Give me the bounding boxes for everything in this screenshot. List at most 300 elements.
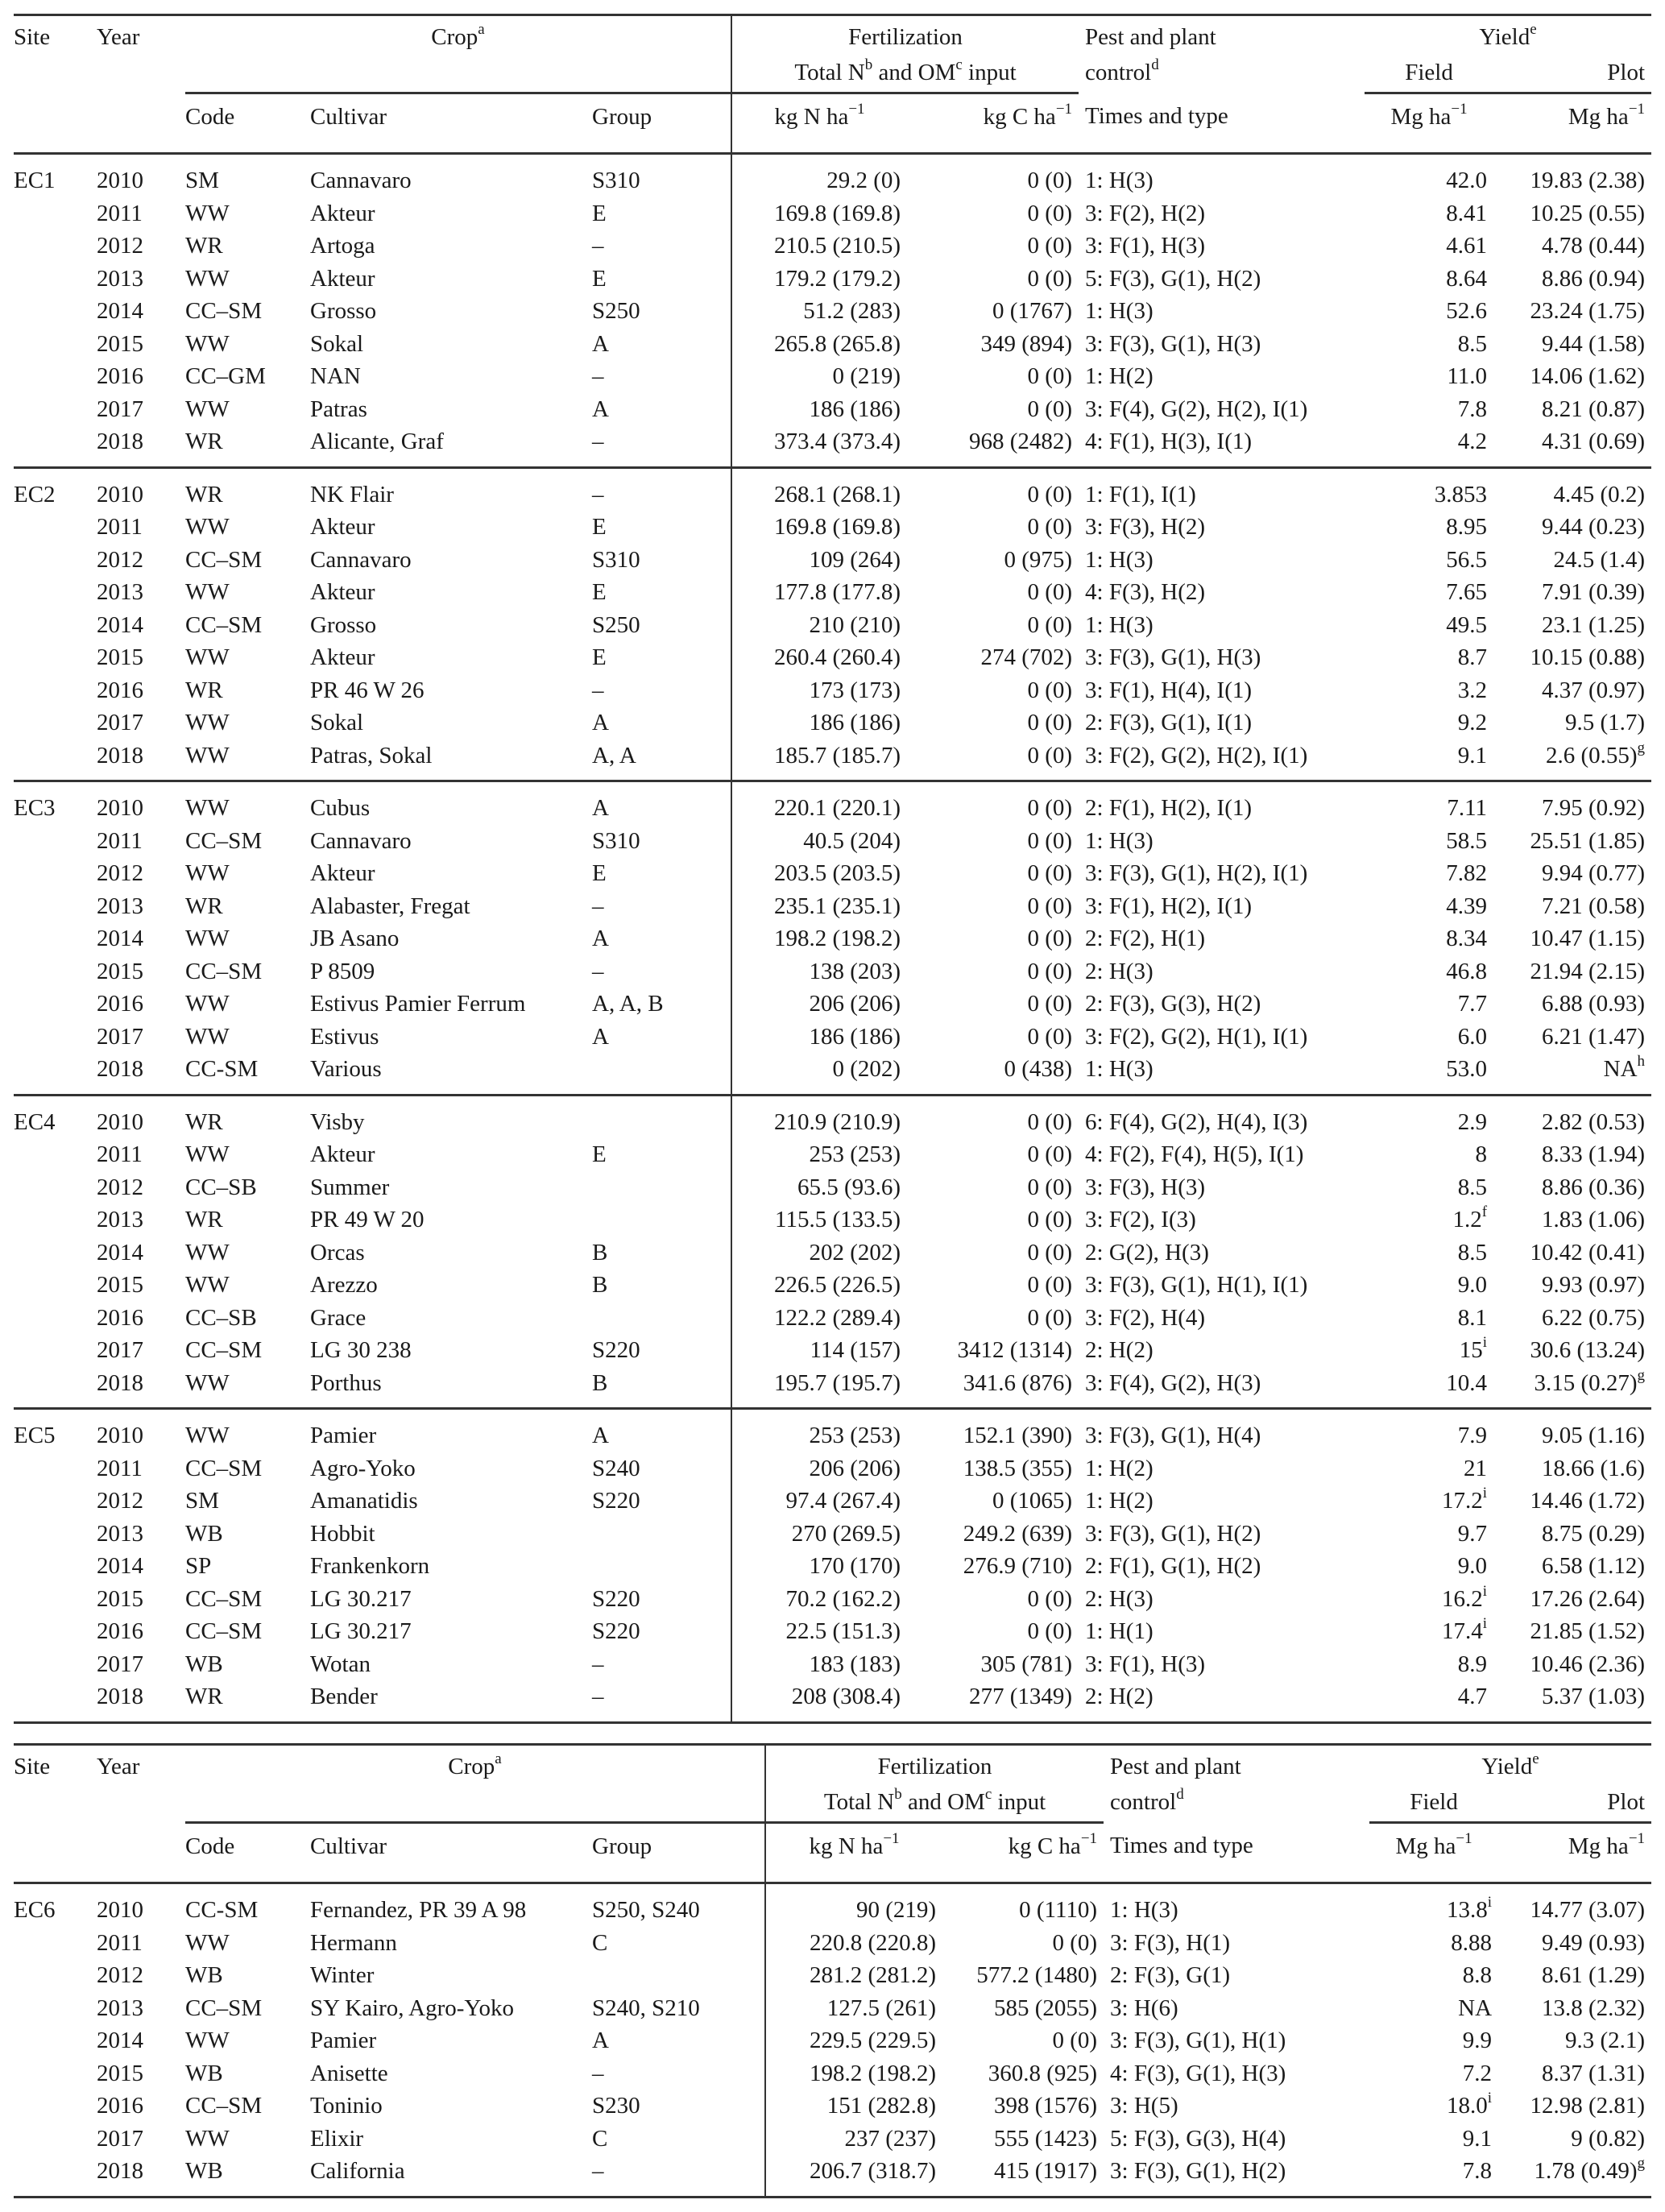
group-cell: S240 bbox=[592, 1455, 640, 1481]
yield-field-cell: 8.41 bbox=[1446, 200, 1488, 226]
n-input-cell: 210 (210) bbox=[731, 609, 907, 642]
yield-field-cell: 3.2 bbox=[1457, 677, 1488, 703]
n-input-cell: 226.5 (226.5) bbox=[731, 1269, 907, 1302]
c-input-cell: 0 (0) bbox=[1052, 2028, 1098, 2053]
c-input-cell: 0 (0) bbox=[1027, 860, 1073, 886]
cultivar-cell: Grosso bbox=[310, 298, 377, 324]
yield-field-cell: 7.9 bbox=[1457, 1423, 1488, 1448]
year-cell: 2016 bbox=[97, 1618, 143, 1644]
cultivar-cell: LG 30 238 bbox=[310, 1337, 412, 1363]
yield-plot-cell: 1.78 $(0.49)^g$ bbox=[1498, 2155, 1651, 2197]
cultivar-cell: Cubus bbox=[310, 795, 371, 821]
col-site-header: Site bbox=[14, 24, 51, 50]
c-input-cell: 0 (0) bbox=[1027, 710, 1073, 735]
pest-control-cell: 2: H(3) bbox=[1085, 1585, 1153, 1612]
yield-field-cell: 3.853 bbox=[1434, 481, 1488, 507]
table-row bbox=[14, 1203, 1651, 1236]
c-input-cell: 0 (0) bbox=[1027, 265, 1073, 292]
table-row bbox=[14, 988, 1651, 1021]
code-cell: WR bbox=[185, 893, 223, 919]
code-cell: CC–SM bbox=[185, 1337, 263, 1363]
code-cell: WW bbox=[185, 644, 230, 670]
site-label bbox=[14, 1236, 97, 1270]
yield-field-cell: 7.82 bbox=[1446, 860, 1488, 886]
code-cell: WW bbox=[185, 265, 230, 292]
cultivar-cell: Grace bbox=[310, 1304, 367, 1331]
code-cell: CC–SM bbox=[185, 958, 263, 984]
site-label bbox=[14, 2024, 97, 2057]
yield-field-cell: 7.11 bbox=[1447, 795, 1488, 821]
cultivar-cell: Estivus Pamier Ferrum bbox=[310, 991, 526, 1017]
field-subheader: Field bbox=[1365, 60, 1493, 93]
col-plot-unit: Mg $ha^{-1}$ bbox=[1568, 101, 1646, 130]
cultivar-cell: Sokal bbox=[310, 710, 364, 735]
n-input-cell: 206 (206) bbox=[731, 1452, 907, 1485]
management-table-part-2 bbox=[14, 1743, 1651, 2198]
n-input-cell: 208 (308.4) bbox=[731, 1680, 907, 1722]
c-input-cell: 0 (0) bbox=[1027, 958, 1073, 984]
year-cell: 2018 bbox=[97, 2155, 185, 2197]
yield-field-cell: 13.8$^i$ bbox=[1447, 1894, 1493, 1923]
group-cell: A bbox=[592, 710, 609, 735]
code-cell: WW bbox=[185, 1272, 230, 1298]
code-cell: WW bbox=[185, 1367, 310, 1409]
code-cell: WW bbox=[185, 579, 230, 605]
pest-subheader: control$^d$ bbox=[1085, 56, 1159, 85]
c-input-cell: 398 (1576) bbox=[993, 2093, 1098, 2119]
c-input-cell: 0 (0) bbox=[1052, 1929, 1098, 1956]
yield-field-cell: 4.61 bbox=[1446, 233, 1488, 259]
year-cell: 2016 bbox=[97, 677, 143, 703]
table-row bbox=[14, 576, 1651, 609]
cultivar-cell: Patras, Sokal bbox=[310, 739, 592, 781]
group-cell: A, A bbox=[592, 739, 731, 781]
group-cell: S310 bbox=[592, 827, 640, 854]
pest-control-cell: 2: F(3), G(3), H(2) bbox=[1085, 991, 1261, 1017]
site-group-ec5 bbox=[14, 1409, 1651, 1723]
c-input-cell: 0 (0) bbox=[1027, 363, 1073, 389]
yield-plot-cell: 4.45 (0.2) bbox=[1553, 481, 1646, 507]
year-cell: 2012 bbox=[97, 1962, 143, 1988]
code-cell: WR bbox=[185, 481, 223, 507]
col-year-header: Year bbox=[97, 1754, 140, 1779]
year-cell: 2015 bbox=[97, 330, 143, 357]
cultivar-cell: Bender bbox=[310, 1680, 592, 1722]
n-input-cell: 186 (186) bbox=[731, 1021, 907, 1054]
yield-plot-cell: 4.78 (0.44) bbox=[1541, 233, 1646, 259]
cultivar-cell: Artoga bbox=[310, 233, 375, 259]
pest-control-cell: 1: H(2) bbox=[1085, 1488, 1153, 1514]
col-year-header: Year bbox=[97, 24, 140, 50]
table-row bbox=[14, 922, 1651, 955]
yield-field-cell: 8 bbox=[1475, 1141, 1488, 1167]
yield-plot-cell: 10.47 (1.15) bbox=[1530, 926, 1646, 951]
code-cell: WW bbox=[185, 739, 310, 781]
yield-plot-cell: 23.24 (1.75) bbox=[1530, 298, 1646, 324]
yield-plot-cell: 12.98 (2.81) bbox=[1530, 2093, 1646, 2119]
code-cell: WW bbox=[185, 1141, 230, 1167]
n-input-cell: 210.9 (210.9) bbox=[731, 1095, 907, 1138]
year-cell: 2015 bbox=[97, 644, 143, 670]
pest-control-cell: 1: H(2) bbox=[1085, 1455, 1153, 1481]
table-row bbox=[14, 1485, 1651, 1518]
cultivar-cell: Alicante, Graf bbox=[310, 425, 592, 467]
pest-control-cell: 2: H(3) bbox=[1085, 958, 1153, 984]
group-cell: – bbox=[592, 233, 604, 259]
table-row bbox=[14, 425, 1651, 467]
yield-plot-cell: 8.33 (1.94) bbox=[1541, 1141, 1646, 1167]
col-field-unit: Mg $ha^{-1}$ bbox=[1390, 101, 1468, 130]
c-input-cell: 0 (0) bbox=[1027, 926, 1073, 951]
table-row bbox=[14, 1883, 1651, 1927]
c-input-cell: 0 (0) bbox=[1027, 1304, 1073, 1331]
yield-field-cell: 7.8 bbox=[1369, 2155, 1498, 2197]
year-cell: 2014 bbox=[97, 298, 143, 324]
year-cell: 2013 bbox=[97, 1207, 143, 1232]
group-cell: B bbox=[592, 1367, 731, 1409]
site-label bbox=[14, 263, 97, 296]
pest-control-cell: 3: F(3), G(1), H(3) bbox=[1085, 330, 1261, 357]
cultivar-cell: NAN bbox=[310, 363, 361, 389]
code-cell: WR bbox=[185, 677, 223, 703]
site-label: EC5 bbox=[14, 1423, 56, 1448]
code-cell: CC–SM bbox=[185, 1618, 263, 1644]
n-input-cell: 122.2 (289.4) bbox=[731, 1302, 907, 1335]
cultivar-cell: Akteur bbox=[310, 514, 375, 540]
table-row bbox=[14, 825, 1651, 858]
pest-control-cell: 3: F(3), G(1), H(1), I(1) bbox=[1085, 1272, 1308, 1298]
code-cell: CC–SB bbox=[185, 1304, 257, 1331]
site-label bbox=[14, 641, 97, 674]
pest-control-cell: 3: F(1), H(2), I(1) bbox=[1085, 893, 1253, 919]
table-row bbox=[14, 955, 1651, 988]
cultivar-cell: Patras bbox=[310, 396, 367, 422]
table-row bbox=[14, 1518, 1651, 1551]
site-label bbox=[14, 674, 97, 707]
col-code-header: Code bbox=[185, 1833, 235, 1859]
site-label bbox=[14, 706, 97, 739]
site-label bbox=[14, 1203, 97, 1236]
group-cell: – bbox=[592, 1651, 604, 1677]
code-cell: WB bbox=[185, 1962, 223, 1988]
site-label bbox=[14, 295, 97, 328]
n-input-cell: 268.1 (268.1) bbox=[731, 467, 907, 511]
table-row bbox=[14, 1409, 1651, 1452]
yield-field-cell: 56.5 bbox=[1446, 546, 1488, 573]
yield-plot-cell: 14.06 (1.62) bbox=[1530, 363, 1646, 389]
group-cell: S230 bbox=[592, 2093, 640, 2119]
col-yield-header: Yield$^e$ bbox=[1481, 1750, 1539, 1779]
yield-field-cell: 17.4$^i$ bbox=[1442, 1615, 1488, 1644]
yield-plot-cell: 5.37 (1.03) bbox=[1493, 1680, 1651, 1722]
cultivar-cell: Visby bbox=[310, 1108, 365, 1135]
c-input-cell: 585 (2055) bbox=[993, 1995, 1098, 2021]
group-cell: S250 bbox=[592, 611, 640, 638]
year-cell: 2014 bbox=[97, 611, 143, 638]
site-label bbox=[14, 393, 97, 426]
n-input-cell: 138 (203) bbox=[731, 955, 907, 988]
year-cell: 2018 bbox=[97, 739, 185, 781]
yield-plot-cell: 19.83 (2.38) bbox=[1530, 168, 1646, 193]
yield-field-cell: 9.0 bbox=[1457, 1553, 1488, 1579]
cultivar-cell: Elixir bbox=[310, 2125, 364, 2152]
n-input-cell: 237 (237) bbox=[765, 2123, 942, 2156]
site-label bbox=[14, 1680, 97, 1722]
yield-field-cell: 11.0 bbox=[1447, 363, 1488, 389]
col-crop-header: Crop$^a$ bbox=[431, 21, 485, 50]
group-cell: S310 bbox=[592, 168, 640, 193]
yield-plot-cell: 25.51 (1.85) bbox=[1530, 827, 1646, 854]
year-cell: 2017 bbox=[97, 710, 143, 735]
n-input-cell: 260.4 (260.4) bbox=[731, 641, 907, 674]
year-cell: 2016 bbox=[97, 363, 143, 389]
group-cell: – bbox=[592, 893, 604, 919]
pest-control-cell: 5: F(3), G(1), H(2) bbox=[1085, 265, 1261, 292]
col-n-unit: kg N $ha^{-1}$ bbox=[731, 93, 907, 154]
group-cell: S220 bbox=[592, 1618, 640, 1644]
site-label bbox=[14, 1615, 97, 1648]
year-cell: 2016 bbox=[97, 1304, 143, 1331]
code-cell: WB bbox=[185, 2155, 310, 2197]
cultivar-cell: PR 49 W 20 bbox=[310, 1207, 425, 1232]
yield-field-cell: 7.7 bbox=[1457, 991, 1488, 1017]
c-input-cell: 152.1 (390) bbox=[963, 1423, 1073, 1448]
site-label bbox=[14, 1367, 97, 1409]
site-label bbox=[14, 576, 97, 609]
year-cell: 2014 bbox=[97, 2028, 143, 2053]
group-cell bbox=[592, 1053, 731, 1095]
year-cell: 2010 bbox=[97, 795, 143, 821]
col-times-type: Times and type bbox=[1110, 1832, 1253, 1858]
pest-control-cell: 5: F(3), G(3), H(4) bbox=[1110, 2125, 1286, 2152]
yield-field-cell: 8.5 bbox=[1457, 1174, 1488, 1200]
group-cell: – bbox=[592, 2155, 765, 2197]
site-group-ec6 bbox=[14, 1883, 1651, 2198]
yield-plot-cell: 6.22 (0.75) bbox=[1541, 1304, 1646, 1331]
table-row bbox=[14, 1367, 1651, 1409]
pest-control-cell: 6: F(4), G(2), H(4), I(3) bbox=[1085, 1108, 1308, 1135]
n-input-cell: 265.8 (265.8) bbox=[731, 328, 907, 361]
pest-control-cell: 3: F(2), I(3) bbox=[1085, 1207, 1196, 1232]
code-cell: WW bbox=[185, 2028, 230, 2053]
n-input-cell: 90 (219) bbox=[765, 1883, 942, 1927]
n-input-cell: 170 (170) bbox=[731, 1550, 907, 1583]
c-input-cell: 577.2 (1480) bbox=[976, 1962, 1098, 1988]
group-cell: A bbox=[592, 2028, 609, 2053]
code-cell: CC–SM bbox=[185, 827, 263, 854]
site-label bbox=[14, 2155, 97, 2197]
n-input-cell: 51.2 (283) bbox=[731, 295, 907, 328]
yield-plot-cell: 4.37 (0.97) bbox=[1541, 677, 1646, 703]
pest-control-cell: 3: F(3), G(1), H(2), I(1) bbox=[1085, 860, 1308, 886]
pest-control-cell: 1: H(2) bbox=[1085, 363, 1153, 389]
pest-control-cell: 1: H(3) bbox=[1085, 298, 1153, 324]
yield-field-cell: 9.1 bbox=[1462, 2125, 1493, 2152]
pest-control-cell: 4: F(1), H(3), I(1) bbox=[1079, 425, 1365, 467]
pest-control-cell: 3: H(5) bbox=[1110, 2093, 1178, 2119]
yield-plot-cell: 6.58 (1.12) bbox=[1541, 1553, 1646, 1579]
yield-plot-cell: 10.25 (0.55) bbox=[1530, 200, 1646, 226]
c-input-cell: 0 (0) bbox=[1027, 396, 1073, 422]
pest-control-cell: 2: H(2) bbox=[1079, 1680, 1365, 1722]
cultivar-cell: Orcas bbox=[310, 1239, 365, 1265]
c-input-cell: 277 (1349) bbox=[907, 1680, 1079, 1722]
yield-plot-cell: 9.05 (1.16) bbox=[1541, 1423, 1646, 1448]
col-n-unit: kg N $ha^{-1}$ bbox=[765, 1823, 942, 1883]
cultivar-cell: Akteur bbox=[310, 200, 375, 226]
site-label: EC1 bbox=[14, 168, 56, 193]
pest-control-cell: 3: F(3), G(1), H(1) bbox=[1110, 2028, 1286, 2053]
group-cell: B bbox=[592, 1239, 608, 1265]
group-cell: A bbox=[592, 330, 609, 357]
yield-field-cell: 9.2 bbox=[1457, 710, 1488, 735]
n-input-cell: 203.5 (203.5) bbox=[731, 857, 907, 890]
c-input-cell: 415 (1917) bbox=[942, 2155, 1104, 2197]
code-cell: CC-SM bbox=[185, 1053, 310, 1095]
table-row bbox=[14, 609, 1651, 642]
n-input-cell: 115.5 (133.5) bbox=[731, 1203, 907, 1236]
col-fertilization-header: Fertilization bbox=[731, 15, 1079, 60]
table-row bbox=[14, 1053, 1651, 1095]
year-cell: 2017 bbox=[97, 1651, 143, 1677]
n-input-cell: 29.2 (0) bbox=[731, 154, 907, 197]
c-input-cell: 0 (0) bbox=[1027, 200, 1073, 226]
code-cell: CC–SM bbox=[185, 2093, 263, 2119]
pest-control-cell: 1: H(3) bbox=[1085, 168, 1153, 193]
yield-plot-cell: 7.91 (0.39) bbox=[1541, 579, 1646, 605]
cultivar-cell: Akteur bbox=[310, 265, 375, 292]
group-cell bbox=[592, 1959, 765, 1992]
cultivar-cell: Amanatidis bbox=[310, 1488, 418, 1514]
group-cell: E bbox=[592, 200, 607, 226]
table-row bbox=[14, 857, 1651, 890]
yield-plot-cell: 8.61 (1.29) bbox=[1541, 1962, 1646, 1988]
group-cell: S220 bbox=[592, 1488, 640, 1514]
n-input-cell: 198.2 (198.2) bbox=[731, 922, 907, 955]
site-group-ec2 bbox=[14, 467, 1651, 781]
yield-field-cell: 4.7 bbox=[1365, 1680, 1493, 1722]
site-label bbox=[14, 609, 97, 642]
site-label: EC4 bbox=[14, 1108, 56, 1135]
c-input-cell: 0 (0) bbox=[1027, 1141, 1073, 1167]
table-row bbox=[14, 1171, 1651, 1204]
site-label bbox=[14, 922, 97, 955]
c-input-cell: 0 (438) bbox=[907, 1053, 1079, 1095]
year-cell: 2013 bbox=[97, 579, 143, 605]
col-code-header: Code bbox=[185, 104, 235, 130]
cultivar-cell: P 8509 bbox=[310, 958, 375, 984]
cultivar-cell: Anisette bbox=[310, 2060, 388, 2086]
code-cell: WW bbox=[185, 1423, 230, 1448]
cultivar-cell: Sokal bbox=[310, 330, 364, 357]
pest-control-cell: 3: F(1), H(3) bbox=[1085, 233, 1206, 259]
site-label bbox=[14, 955, 97, 988]
code-cell: CC–SM bbox=[185, 611, 263, 638]
code-cell: WR bbox=[185, 425, 310, 467]
cultivar-cell: NK Flair bbox=[310, 481, 394, 507]
table-row bbox=[14, 1269, 1651, 1302]
cultivar-cell: Fernandez, PR 39 A 98 bbox=[310, 1897, 527, 1923]
year-cell: 2013 bbox=[97, 1995, 143, 2021]
cultivar-cell: LG 30.217 bbox=[310, 1585, 412, 1612]
yield-plot-cell: 21.85 (1.52) bbox=[1530, 1618, 1646, 1644]
n-input-cell: 127.5 (261) bbox=[765, 1992, 942, 2025]
col-site-header: Site bbox=[14, 1754, 51, 1779]
table-row bbox=[14, 2057, 1651, 2090]
site-group-ec1 bbox=[14, 154, 1651, 468]
c-input-cell: 0 (0) bbox=[1027, 611, 1073, 638]
yield-plot-cell: 2.82 (0.53) bbox=[1541, 1108, 1646, 1135]
group-cell bbox=[592, 1550, 731, 1583]
n-input-cell: 373.4 (373.4) bbox=[731, 425, 907, 467]
fert-subheader: Total $N^b$ and $OM^c$ input bbox=[765, 1789, 1104, 1823]
c-input-cell: 0 (0) bbox=[1027, 1618, 1073, 1644]
c-input-cell: 0 (0) bbox=[1027, 795, 1073, 821]
n-input-cell: 70.2 (162.2) bbox=[731, 1583, 907, 1616]
cultivar-cell: Toninio bbox=[310, 2093, 383, 2119]
group-cell: S250 bbox=[592, 298, 640, 324]
year-cell: 2010 bbox=[97, 1897, 143, 1923]
pest-control-cell: 3: F(2), H(2) bbox=[1085, 200, 1206, 226]
group-cell: E bbox=[592, 644, 607, 670]
group-cell: E bbox=[592, 860, 607, 886]
c-input-cell: 0 (0) bbox=[1027, 991, 1073, 1017]
table-row bbox=[14, 1680, 1651, 1722]
cultivar-cell: Cannavaro bbox=[310, 827, 412, 854]
group-cell bbox=[592, 1518, 731, 1551]
code-cell: WW bbox=[185, 926, 230, 951]
year-cell: 2015 bbox=[97, 2060, 143, 2086]
year-cell: 2015 bbox=[97, 1272, 143, 1298]
site-label bbox=[14, 1053, 97, 1095]
col-crop-header: Crop$^a$ bbox=[448, 1750, 502, 1779]
n-input-cell: 202 (202) bbox=[731, 1236, 907, 1270]
c-input-cell: 360.8 (925) bbox=[988, 2060, 1098, 2086]
yield-field-cell: 1.2$^f$ bbox=[1452, 1203, 1488, 1232]
code-cell: CC-SM bbox=[185, 1897, 259, 1923]
pest-control-cell: 3: F(3), G(1), H(3) bbox=[1085, 644, 1261, 670]
yield-field-cell: 9.1 bbox=[1365, 739, 1493, 781]
code-cell: WW bbox=[185, 1023, 230, 1050]
group-cell bbox=[592, 1302, 731, 1335]
group-cell bbox=[592, 1203, 731, 1236]
col-plot-unit: Mg $ha^{-1}$ bbox=[1568, 1830, 1646, 1859]
yield-field-cell: 9.7 bbox=[1457, 1520, 1488, 1547]
site-label bbox=[14, 825, 97, 858]
c-input-cell: 0 (0) bbox=[1027, 1023, 1073, 1050]
table-row bbox=[14, 890, 1651, 923]
group-cell: C bbox=[592, 2125, 608, 2152]
yield-plot-cell: 9.5 (1.7) bbox=[1564, 710, 1646, 735]
pest-control-cell: 2: F(3), G(1) bbox=[1110, 1962, 1231, 1988]
table-row bbox=[14, 1138, 1651, 1171]
yield-plot-cell: $NA^h$ bbox=[1493, 1053, 1651, 1095]
table-row bbox=[14, 1095, 1651, 1138]
pest-control-cell: 3: F(1), H(3) bbox=[1085, 1651, 1206, 1677]
table-row bbox=[14, 467, 1651, 511]
c-input-cell: 0 (0) bbox=[1027, 579, 1073, 605]
table-row bbox=[14, 641, 1651, 674]
yield-plot-cell: 7.21 (0.58) bbox=[1541, 893, 1646, 919]
plot-subheader: Plot bbox=[1498, 1789, 1651, 1823]
table-row bbox=[14, 1452, 1651, 1485]
table-row bbox=[14, 230, 1651, 263]
group-cell: S310 bbox=[592, 546, 640, 573]
table-row bbox=[14, 1615, 1651, 1648]
n-input-cell: 235.1 (235.1) bbox=[731, 890, 907, 923]
year-cell: 2018 bbox=[97, 1680, 185, 1722]
yield-plot-cell: 8.37 (1.31) bbox=[1541, 2060, 1646, 2086]
